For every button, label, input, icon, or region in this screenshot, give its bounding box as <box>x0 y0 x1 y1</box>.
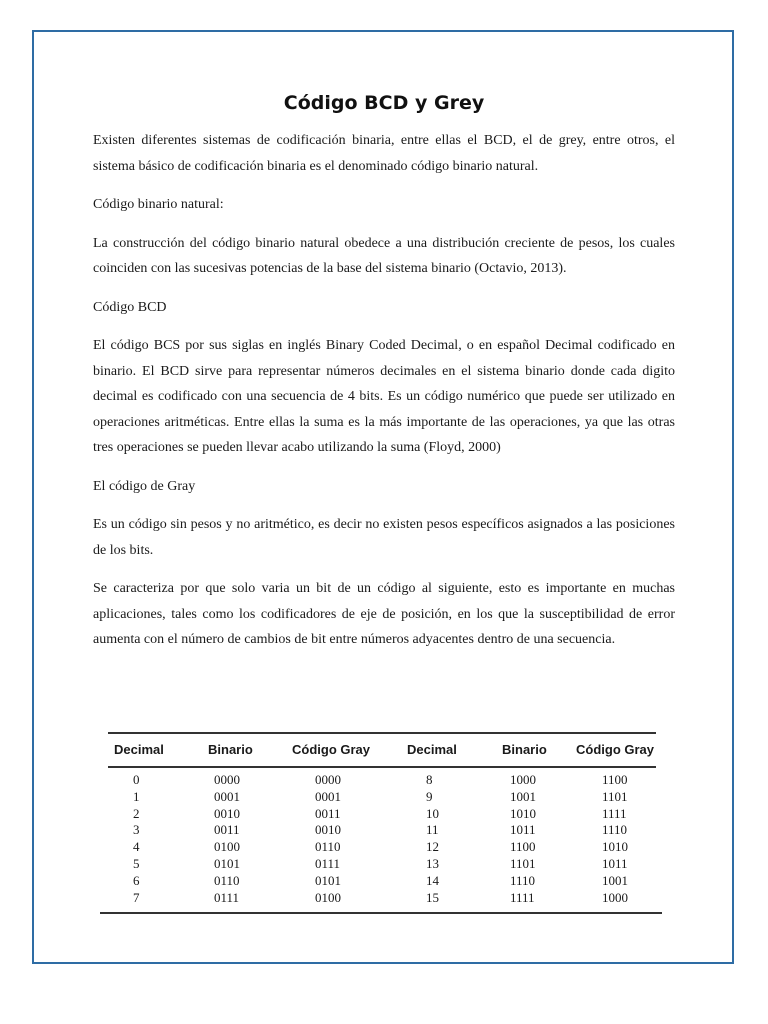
table-cell: 1110 <box>510 872 536 888</box>
header-decimal-2: Decimal <box>407 742 457 757</box>
natural-paragraph: La construcción del código binario natural obedece a una distribución creciente de pesos, los cuales coinciden con las sucesivas potencias de la base del sistema binario (Octavio, 2013). <box>93 235 675 276</box>
table-rule-bottom <box>100 912 662 914</box>
table-cell: 9 <box>426 788 433 804</box>
header-gray-1: Código Gray <box>292 742 371 757</box>
table-cell: 0010 <box>315 822 341 838</box>
table-cell: 1101 <box>602 788 628 804</box>
section-heading-gray: El código de Gray <box>93 478 196 494</box>
table-cell: 1001 <box>510 788 536 804</box>
table-cell: 10 <box>426 805 439 821</box>
table-cell: 1011 <box>510 822 536 838</box>
table-cell: 0010 <box>214 805 240 821</box>
table-cell: 1100 <box>510 839 536 855</box>
table-cell: 1011 <box>602 855 628 871</box>
table-cell: 7 <box>133 889 140 905</box>
table-cell: 11 <box>426 822 439 838</box>
header-binario-1: Binario <box>208 742 253 757</box>
gray-paragraph-1: Es un código sin pesos y no aritmético, es decir no existen pesos específicos asignados a las posiciones de los bits. <box>93 517 675 558</box>
table-cell: 1 <box>133 788 140 804</box>
column-gray-2 <box>602 772 628 906</box>
table-cell: 0011 <box>315 805 341 821</box>
table-cell: 5 <box>133 855 140 871</box>
table-cell: 12 <box>426 839 439 855</box>
table-cell: 3 <box>133 822 140 838</box>
table-cell: 0111 <box>315 855 341 871</box>
column-binario-2 <box>510 772 536 906</box>
table-cell: 15 <box>426 889 439 905</box>
table-cell: 0000 <box>214 772 240 787</box>
table-cell: 1111 <box>602 805 627 821</box>
table-cell: 1010 <box>510 805 536 821</box>
header-decimal-1: Decimal <box>114 742 164 757</box>
table-cell: 0 <box>133 772 140 787</box>
table-cell: 1010 <box>602 839 628 855</box>
table-cell: 0000 <box>315 772 341 787</box>
table-cell: 0100 <box>214 839 240 855</box>
table-cell: 1110 <box>602 822 628 838</box>
table-cell: 0011 <box>214 822 240 838</box>
table-cell: 1101 <box>510 855 536 871</box>
table-cell: 0110 <box>315 839 341 855</box>
table-cell: 1100 <box>602 772 628 787</box>
column-decimal-1 <box>133 772 140 906</box>
table-cell: 0110 <box>214 872 240 888</box>
column-decimal-2 <box>426 772 439 906</box>
table-cell: 14 <box>426 872 439 888</box>
section-heading-natural: Código binario natural: <box>93 197 224 212</box>
header-gray-2: Código Gray <box>576 742 655 757</box>
table-cell: 8 <box>426 772 433 787</box>
table-cell: 13 <box>426 855 439 871</box>
document-body <box>93 128 675 666</box>
section-heading-bcd: Código BCD <box>93 299 167 315</box>
table-cell: 1000 <box>602 889 628 905</box>
table-cell: 0101 <box>315 872 341 888</box>
table-rule-header <box>108 766 656 768</box>
intro-paragraph: Existen diferentes sistemas de codificación binaria, entre ellas el BCD, el de grey, entre otros, el sistema básico de codificación binaria es el denominado código binario natural. <box>93 133 675 174</box>
table-cell: 1001 <box>602 872 628 888</box>
table-cell: 0101 <box>214 855 240 871</box>
table-cell: 6 <box>133 872 140 888</box>
table-cell: 0001 <box>214 788 240 804</box>
table-cell: 4 <box>133 839 140 855</box>
gray-paragraph-2: Se caracteriza por que solo varia un bit de un código al siguiente, esto es importante en muchas aplicaciones, tales como los codificadores de eje de posición, en los que la susceptibilidad de error aumenta con el número de cambios de bit entre números adyacentes dentro de una secuencia. <box>93 581 675 647</box>
table-cell: 0001 <box>315 788 341 804</box>
bcd-paragraph: El código BCS por sus siglas en inglés Binary Coded Decimal, o en español Decimal codificado en binario. El BCD sirve para representar números decimales en el sistema binario donde cada digito decimal es codificado con una secuencia de 4 bits. Es un código numérico que puede ser utilizado en operaciones aritméticas. Entre ellas la suma es la más importante de las operaciones, ya que las otras tres operaciones se pueden llevar acabo utilizando la suma (Floyd, 2000) <box>93 338 675 455</box>
table-header-row <box>100 742 662 764</box>
table-rule-top <box>108 732 656 734</box>
table-cell: 1000 <box>510 772 536 787</box>
column-binario-1 <box>214 772 240 906</box>
table-cell: 0111 <box>214 889 240 905</box>
page-title: Código BCD y Grey <box>283 92 485 114</box>
column-gray-1 <box>315 772 341 906</box>
code-table <box>100 732 662 917</box>
table-cell: 0100 <box>315 889 341 905</box>
table-cell: 2 <box>133 805 140 821</box>
table-cell: 1111 <box>510 889 535 905</box>
header-binario-2: Binario <box>502 742 547 757</box>
